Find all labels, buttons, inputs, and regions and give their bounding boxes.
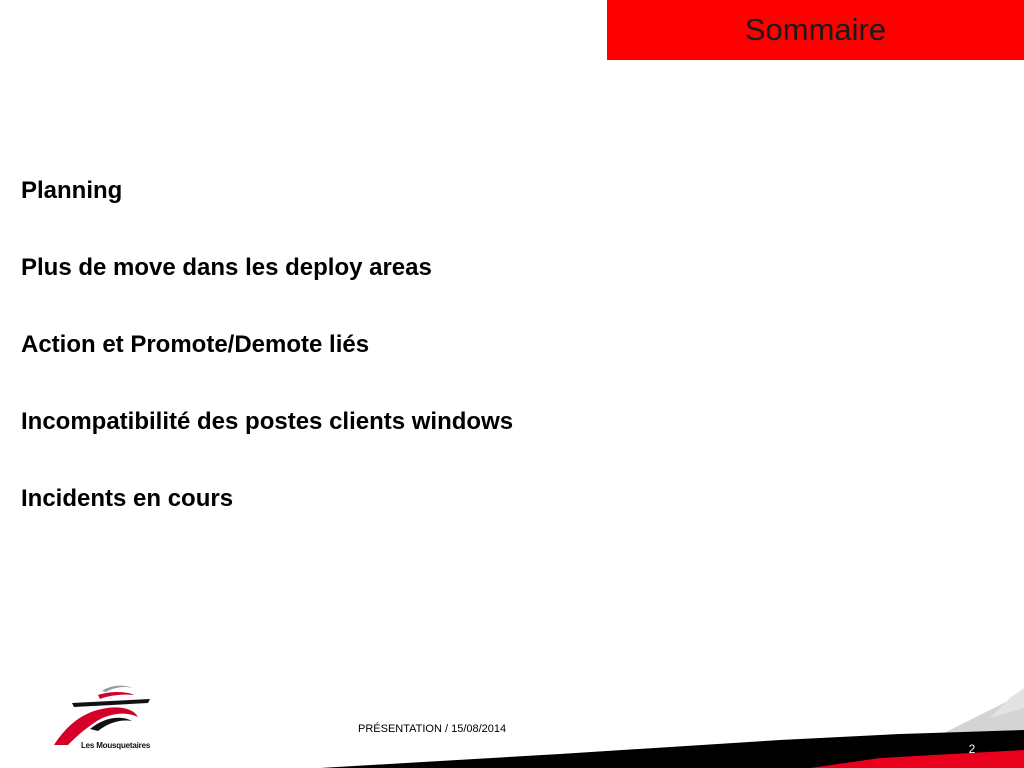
slide-title-label: Sommaire bbox=[744, 12, 887, 47]
title-band bbox=[607, 0, 1024, 60]
page-number: 2 bbox=[968, 742, 976, 756]
agenda-item-windows-clients: Incompatibilité des postes clients windows bbox=[21, 408, 514, 435]
footer-presentation-date: PRÉSENTATION / 15/08/2014 bbox=[358, 723, 507, 735]
agenda-item-promote-demote: Action et Promote/Demote liés bbox=[21, 331, 370, 358]
agenda-list bbox=[21, 174, 513, 559]
agenda-item-deploy-areas: Plus de move dans les deploy areas bbox=[21, 254, 432, 281]
agenda-item-planning: Planning bbox=[21, 177, 123, 204]
slide-title bbox=[607, 12, 1024, 48]
logo-wordmark: Les Mousquetaires bbox=[81, 741, 151, 750]
agenda-item-incidents: Incidents en cours bbox=[21, 485, 234, 512]
